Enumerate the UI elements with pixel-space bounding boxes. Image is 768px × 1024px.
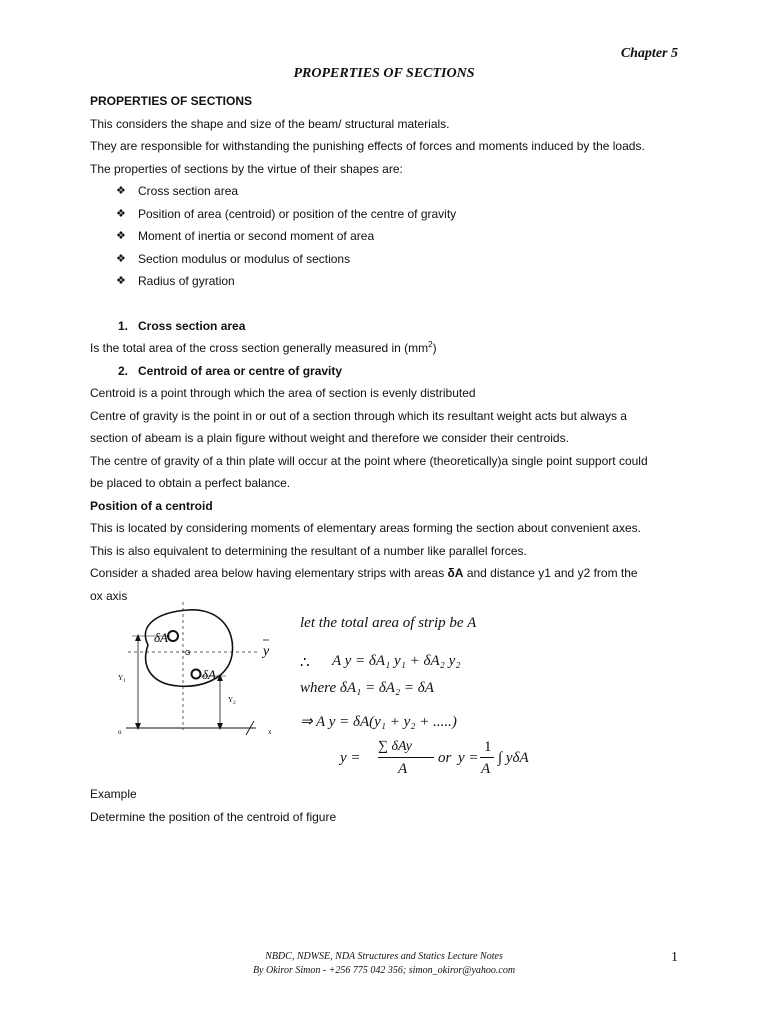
arrow-down-icon: [135, 723, 141, 730]
equation-line-1: let the total area of strip be A: [300, 615, 477, 631]
example-label: Example: [90, 787, 137, 801]
fraction-1-bar: [378, 757, 434, 758]
equation-line-3: where δA₁ = δA₂ = δA: [300, 680, 434, 696]
centroid-text-5: be placed to obtain a perfect balance.: [90, 476, 291, 490]
list-item: ❖ Section modulus or modulus of sections: [90, 248, 680, 271]
section-shape: [145, 610, 232, 686]
equation-line-5-lhs: y =: [340, 750, 361, 766]
fraction-1-denominator: A: [398, 761, 408, 777]
position-text-4: ox axis: [90, 588, 128, 603]
position-text-2: This is also equivalent to determining the resultant of a number like parallel forces.: [90, 543, 527, 558]
document-body: [90, 90, 680, 607]
fraction-2-bar: [480, 757, 494, 758]
centroid-text-3: section of abeam is a plain figure without weight and therefore we consider their centroids.: [90, 431, 569, 445]
centroid-heading: 2. Centroid of area or centre of gravity: [118, 363, 343, 378]
arrow-down-icon: [217, 723, 223, 730]
list-item: ❖ Cross section area: [90, 180, 680, 203]
position-centroid-heading: Position of a centroid: [90, 498, 213, 513]
Y1-label: $Y_1$: [118, 674, 126, 684]
intro-line-2: They are responsible for withstanding the punishing effects of forces and moments induced by the loads.: [90, 139, 645, 153]
chapter-label: Chapter 5: [620, 46, 678, 61]
centroid-text-4: The centre of gravity of a thin plate will occur at the point where (theoretically)a single point support could: [90, 453, 648, 468]
dA2-label: δA: [202, 667, 216, 682]
G-label: G: [185, 650, 191, 657]
arrow-up-icon: [135, 634, 141, 641]
strip-2-circle: [192, 670, 201, 679]
origin-label: o: [118, 728, 122, 736]
page-title: PROPERTIES OF SECTIONS: [293, 66, 475, 81]
cross-section-text: Is the total area of the cross section generally measured in $(mm^2)$: [90, 340, 437, 355]
diamond-bullet-icon: ❖: [116, 252, 126, 265]
page-number: 1: [671, 950, 678, 965]
section-heading: PROPERTIES OF SECTIONS: [90, 94, 253, 108]
properties-list: [90, 180, 680, 293]
fraction-2-denominator: A: [481, 761, 491, 777]
Y2-label: $Y_2$: [228, 696, 236, 706]
equation-line-2: A y = δA₁ y₁ + δA₂ y₂: [332, 653, 461, 669]
diamond-bullet-icon: ❖: [116, 207, 126, 220]
centroid-text-1: Centroid is a point through which the area of section is evenly distributed: [90, 386, 476, 400]
centroid-figure: [108, 600, 288, 740]
dA1-label: δA: [154, 630, 168, 645]
list-item: ❖ Position of area (centroid) or position of the centre of gravity: [90, 203, 680, 226]
intro-line-3: The properties of sections by the virtue of their shapes are:: [90, 161, 403, 176]
ybar-label: y: [263, 644, 270, 659]
position-text-1: This is located by considering moments of elementary areas forming the section about convenient axes.: [90, 521, 641, 535]
fraction-2-numerator: 1: [484, 739, 492, 755]
diamond-bullet-icon: ❖: [116, 185, 126, 197]
page-footer: [0, 950, 768, 978]
list-item: ❖ Radius of gyration: [90, 270, 680, 293]
equation-line-4: ⇒ A y = δA(y₁ + y₂ + .....): [300, 714, 457, 730]
footer-line-2: By Okiror Simon - +256 775 042 356; simon_okiror@yahoo.com: [252, 965, 516, 976]
or-text: or: [438, 750, 452, 766]
footer-line-1: NBDC, NDWSE, NDA Structures and Statics Lecture Notes: [265, 951, 503, 962]
diamond-bullet-icon: ❖: [116, 230, 126, 242]
diamond-bullet-icon: ❖: [116, 275, 126, 287]
integral-term: ∫ yδA: [498, 750, 529, 766]
equation-line-5-y: y =: [458, 750, 479, 766]
centroid-text-2: Centre of gravity is the point in or out of a section through which its resultant weight acts but always a: [90, 408, 627, 423]
therefore-symbol: ∴: [300, 655, 310, 671]
fraction-1-numerator: ∑ δAy: [378, 739, 412, 754]
list-item: ❖ Moment of inertia or second moment of area: [90, 225, 680, 248]
x-label: x: [268, 728, 272, 736]
position-text-3: Consider a shaded area below having elementary strips with areas δA and distance y1 and y2 from the: [90, 566, 638, 580]
cross-section-heading: 1. Cross section area: [118, 318, 246, 333]
intro-line-1: This considers the shape and size of the beam/ structural materials.: [90, 116, 450, 131]
example-text: Determine the position of the centroid of figure: [90, 810, 337, 824]
